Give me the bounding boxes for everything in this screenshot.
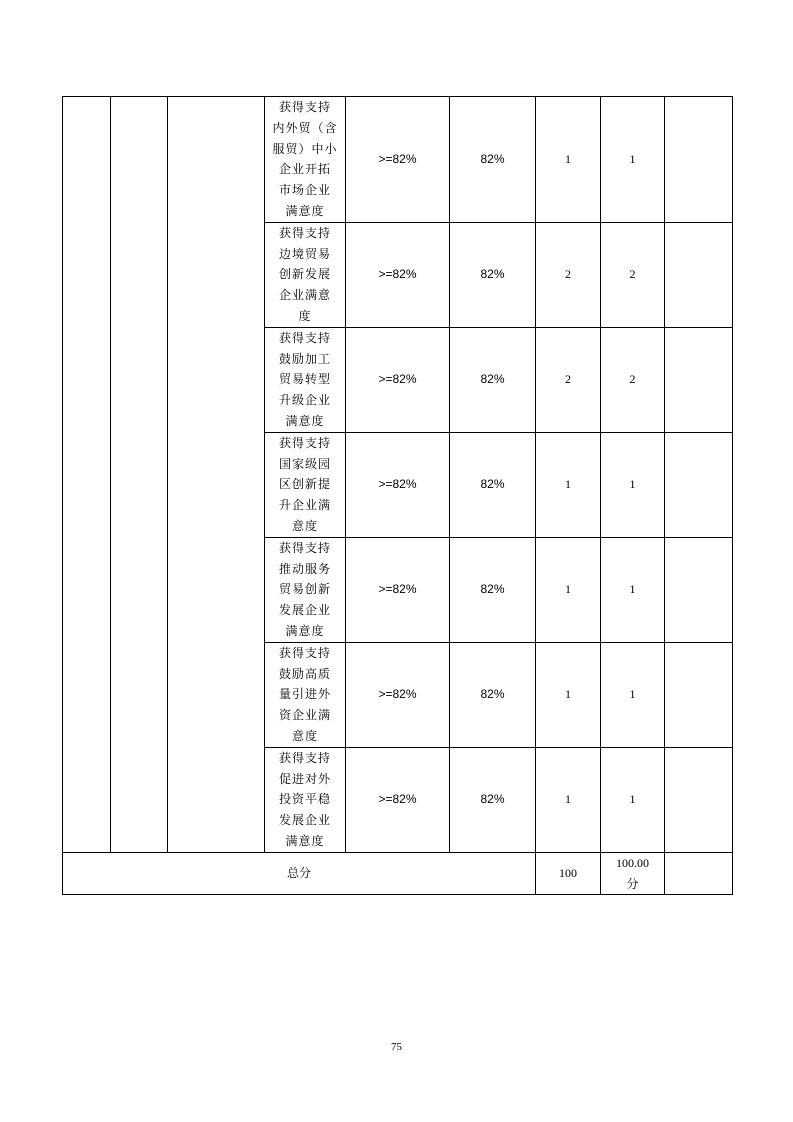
indicator-name-line: 鼓励加工: [278, 351, 331, 366]
indicator-name-line: 获得支持: [278, 225, 331, 240]
indicator-name-line: 贸易转型: [278, 372, 331, 387]
weight-cell: 1: [536, 747, 601, 852]
score-cell: 2: [601, 222, 665, 327]
indicator-name-line: 服贸）中小: [272, 141, 338, 156]
indicator-name-line: 创新发展: [278, 267, 331, 282]
indicator-name-line: 发展企业: [278, 813, 331, 828]
indicator-name-line: 满意度: [285, 833, 325, 848]
weight-cell: 1: [536, 642, 601, 747]
indicator-name-line: 投资平稳: [278, 792, 331, 807]
remark-cell: [665, 327, 733, 432]
score-cell: 2: [601, 327, 665, 432]
performance-score-table: [62, 96, 733, 895]
score-cell: 1: [601, 747, 665, 852]
score-cell: 1: [601, 97, 665, 223]
target-value-cell: >=82%: [346, 537, 450, 642]
table-row: [63, 97, 733, 223]
weight-cell: 2: [536, 222, 601, 327]
indicator-name-line: 获得支持: [278, 645, 331, 660]
indicator-name-line: 获得支持: [278, 435, 331, 450]
page-number: 75: [391, 1041, 402, 1053]
indicator-name-cell: [265, 327, 346, 432]
target-value-cell: >=82%: [346, 97, 450, 223]
weight-cell: 1: [536, 97, 601, 223]
indicator-name-cell: [265, 747, 346, 852]
actual-value-cell: 82%: [450, 432, 536, 537]
indicator-name-line: 促进对外: [278, 771, 331, 786]
score-cell: 1: [601, 642, 665, 747]
remark-cell: [665, 642, 733, 747]
level2-indicator-cell: [111, 97, 168, 853]
remark-cell: [665, 537, 733, 642]
indicator-name-line: 满意度: [285, 413, 325, 428]
indicator-name-line: 区创新提: [278, 477, 331, 492]
level3-indicator-cell: [168, 97, 265, 853]
score-cell: 1: [601, 432, 665, 537]
indicator-name-line: 升企业满: [278, 498, 331, 513]
total-remark-cell: [665, 852, 733, 895]
actual-value-cell: 82%: [450, 747, 536, 852]
weight-cell: 1: [536, 432, 601, 537]
indicator-name-cell: [265, 537, 346, 642]
indicator-name-line: 边境贸易: [278, 246, 331, 261]
indicator-name-line: 获得支持: [278, 750, 331, 765]
total-label-cell: 总分: [63, 852, 536, 895]
indicator-name-line: 升级企业: [278, 393, 331, 408]
total-score-cell: [601, 852, 665, 895]
indicator-name-line: 满意度: [285, 623, 325, 638]
total-score-line: 100.00: [616, 855, 649, 870]
weight-cell: 1: [536, 537, 601, 642]
remark-cell: [665, 432, 733, 537]
indicator-name-line: 满意度: [285, 203, 325, 218]
weight-cell: 2: [536, 327, 601, 432]
actual-value-cell: 82%: [450, 642, 536, 747]
indicator-name-line: 贸易创新: [278, 582, 331, 597]
indicator-name-cell: [265, 642, 346, 747]
indicator-name-line: 获得支持: [278, 100, 331, 114]
target-value-cell: >=82%: [346, 642, 450, 747]
indicator-name-line: 鼓励高质: [278, 666, 331, 681]
actual-value-cell: 82%: [450, 327, 536, 432]
indicator-name-line: 获得支持: [278, 330, 331, 345]
indicator-name-cell: [265, 222, 346, 327]
actual-value-cell: 82%: [450, 97, 536, 223]
indicator-name-line: 发展企业: [278, 603, 331, 618]
remark-cell: [665, 97, 733, 223]
total-row: [63, 852, 733, 895]
indicator-name-line: 度: [298, 308, 312, 323]
indicator-name-line: 获得支持: [278, 540, 331, 555]
indicator-name-line: 量引进外: [278, 687, 331, 702]
actual-value-cell: 82%: [450, 222, 536, 327]
total-weight-cell: 100: [536, 852, 601, 895]
target-value-cell: >=82%: [346, 432, 450, 537]
indicator-name-line: 推动服务: [278, 561, 331, 576]
indicator-name-cell: [265, 97, 346, 223]
indicator-name-line: 企业开拓: [278, 162, 331, 177]
indicator-name-line: 国家级园: [278, 456, 331, 471]
indicator-name-line: 市场企业: [278, 183, 331, 198]
indicator-name-line: 内外贸（含: [272, 120, 338, 135]
total-score-line: 分: [626, 876, 639, 891]
remark-cell: [665, 222, 733, 327]
target-value-cell: >=82%: [346, 222, 450, 327]
score-cell: 1: [601, 537, 665, 642]
indicator-name-cell: [265, 432, 346, 537]
indicator-name-line: 意度: [291, 518, 318, 533]
indicator-name-line: 企业满意: [278, 288, 331, 303]
level1-indicator-cell: [63, 97, 111, 853]
target-value-cell: >=82%: [346, 747, 450, 852]
indicator-name-line: 资企业满: [278, 708, 331, 723]
target-value-cell: >=82%: [346, 327, 450, 432]
actual-value-cell: 82%: [450, 537, 536, 642]
remark-cell: [665, 747, 733, 852]
indicator-name-line: 意度: [291, 728, 318, 743]
